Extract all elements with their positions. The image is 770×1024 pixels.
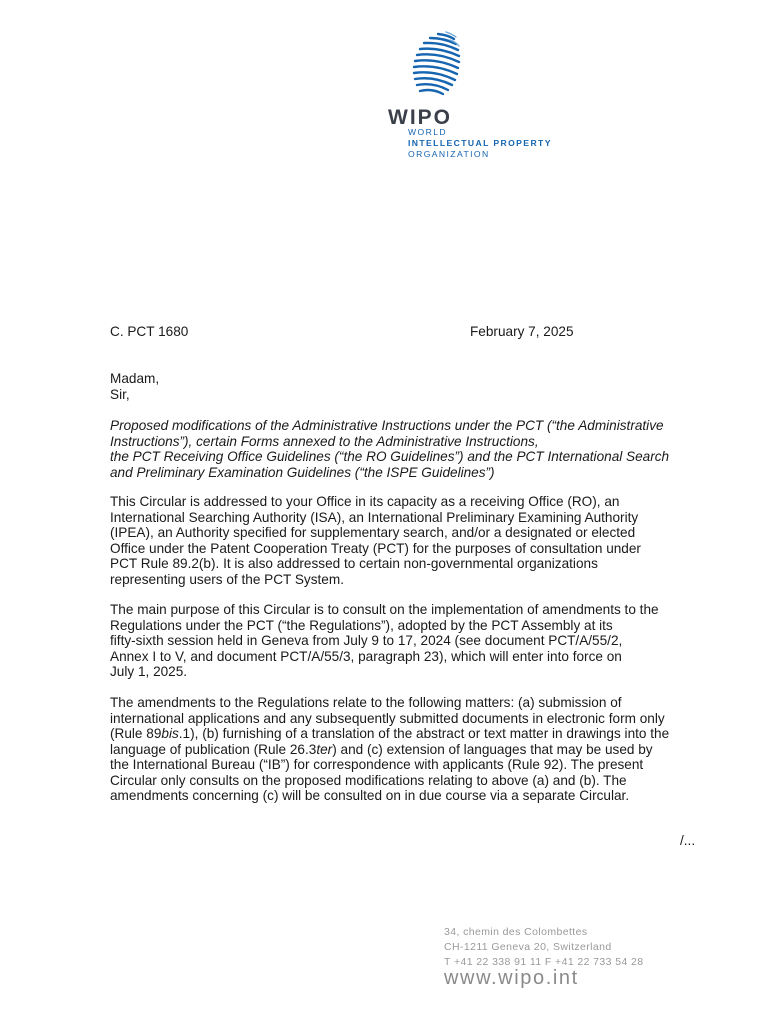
paragraph-line: international applications and any subsequently submitted documents in electronic form only bbox=[110, 710, 665, 726]
subject-line: Proposed modifications of the Administrative Instructions under the PCT (“the Administrative bbox=[110, 418, 664, 433]
text-run-italic: ter bbox=[316, 741, 333, 757]
circular-reference: C. PCT 1680 bbox=[110, 324, 189, 339]
paragraph-line: fifty-sixth session held in Geneva from July 9 to 17, 2024 (see document PCT/A/55/2, bbox=[110, 633, 623, 648]
subject-line: and Preliminary Examination Guidelines (“the ISPE Guidelines”) bbox=[110, 464, 495, 480]
continuation-marker: /... bbox=[680, 833, 696, 848]
paragraph-line: International Searching Authority (ISA), an International Preliminary Examining Authority bbox=[110, 509, 639, 525]
paragraph-line: Annex I to V, and document PCT/A/55/3, paragraph 23), which will enter into force on bbox=[110, 648, 622, 664]
letter-date: February 7, 2025 bbox=[470, 324, 574, 339]
text-run-italic: bis bbox=[161, 726, 179, 741]
footer-website: www.wipo.int bbox=[444, 967, 579, 989]
wipo-wordmark: WIPO bbox=[388, 106, 452, 129]
org-name-line-3: ORGANIZATION bbox=[408, 149, 490, 159]
text-run: ) and (c) extension of languages that may be used by bbox=[332, 741, 653, 757]
paragraph-line: Circular only consults on the proposed modifications relating to above (a) and (b). The bbox=[110, 772, 627, 788]
footer-phone: T +41 22 338 91 11 F +41 22 733 54 28 bbox=[444, 956, 644, 968]
subject-line: the PCT Receiving Office Guidelines (“the RO Guidelines”) and the PCT International Search bbox=[110, 449, 670, 464]
organization-name bbox=[408, 127, 552, 160]
paragraph-line: amendments concerning (c) will be consulted on in due course via a separate Circular. bbox=[110, 788, 630, 803]
wipo-emblem-icon bbox=[408, 30, 468, 102]
paragraph-line: This Circular is addressed to your Office in its capacity as a receiving Office (RO), an bbox=[110, 494, 620, 509]
paragraph-line: PCT Rule 89.2(b). It is also addressed to certain non-governmental organizations bbox=[110, 556, 598, 571]
text-run: language of publication (Rule 26.3 bbox=[110, 741, 317, 757]
salutation-line: Madam, bbox=[110, 371, 160, 386]
subject-line: Instructions”), certain Forms annexed to the Administrative Instructions, bbox=[110, 433, 539, 449]
paragraph-line: (IPEA), an Authority specified for supplementary search, and/or a designated or elected bbox=[110, 525, 636, 540]
paragraph-line: the International Bureau (“IB”) for correspondence with applicants (Rule 92). The present bbox=[110, 757, 644, 772]
paragraph-line: The amendments to the Regulations relate to the following matters: (a) submission of bbox=[110, 695, 622, 710]
salutation bbox=[110, 371, 159, 402]
text-run: (Rule 89 bbox=[110, 726, 162, 741]
footer-address-line: CH-1211 Geneva 20, Switzerland bbox=[444, 941, 612, 953]
salutation-line: Sir, bbox=[110, 386, 130, 402]
paragraph-addressees bbox=[110, 494, 700, 587]
paragraph-line: July 1, 2025. bbox=[110, 664, 188, 679]
subject-title bbox=[110, 418, 700, 480]
footer-address-line: 34, chemin des Colombettes bbox=[444, 926, 588, 938]
org-name-line-1: WORLD bbox=[408, 127, 447, 137]
paragraph-line: Regulations under the PCT (“the Regulations”), adopted by the PCT Assembly at its bbox=[110, 617, 613, 633]
paragraph-line: Office under the Patent Cooperation Treaty (PCT) for the purposes of consultation under bbox=[110, 540, 641, 556]
paragraph-line bbox=[110, 742, 700, 758]
paragraph-line: representing users of the PCT System. bbox=[110, 571, 344, 587]
paragraph-line: The main purpose of this Circular is to consult on the implementation of amendments to the bbox=[110, 602, 659, 617]
paragraph-line bbox=[110, 726, 700, 742]
paragraph-purpose bbox=[110, 602, 700, 680]
footer-address bbox=[444, 925, 644, 989]
wipo-logo bbox=[386, 30, 586, 160]
text-run: .1), (b) furnishing of a translation of the abstract or text matter in drawings into the bbox=[178, 726, 670, 741]
org-name-line-2: INTELLECTUAL PROPERTY bbox=[408, 138, 552, 148]
paragraph-amendments bbox=[110, 695, 700, 804]
